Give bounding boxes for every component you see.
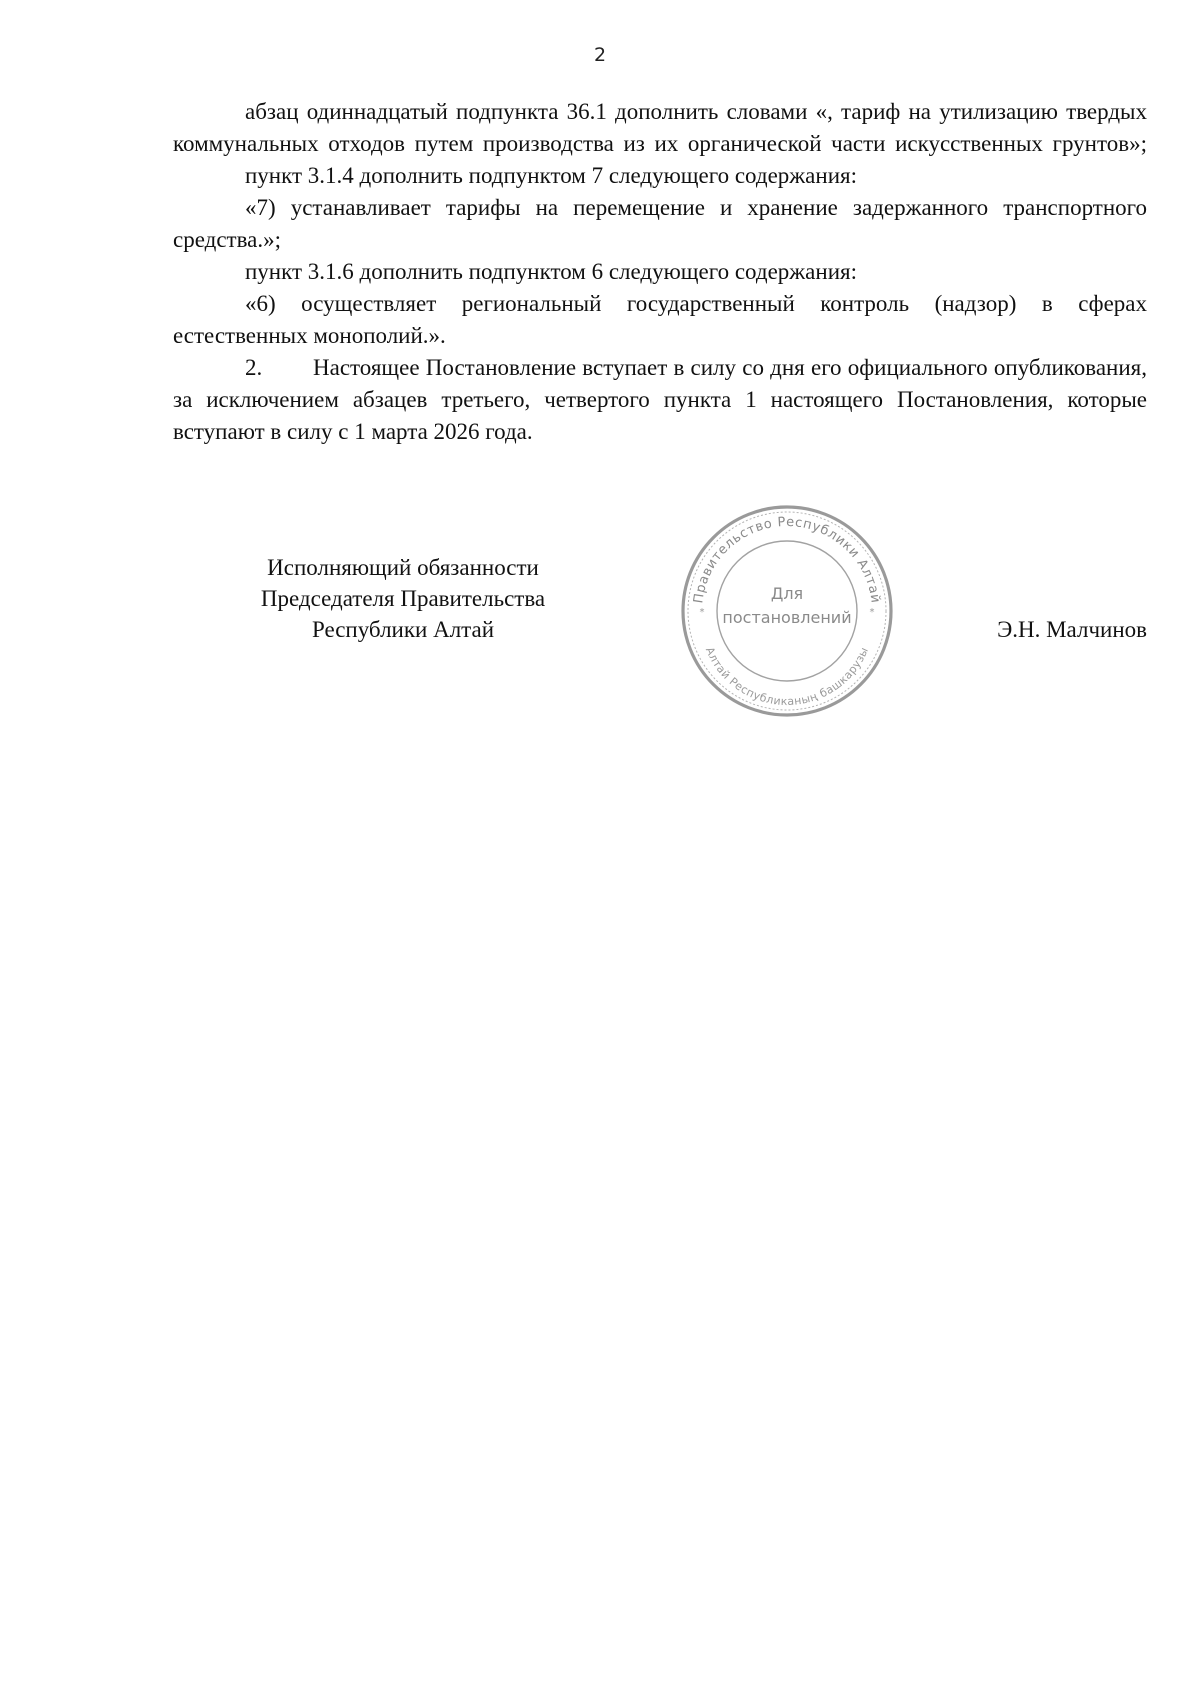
page-number: 2 bbox=[593, 44, 607, 66]
paragraph-text: абзац одиннадцатый подпункта 36.1 дополнить словами «, тариф на утилизацию твердых коммунальных отходов путем производства из их органической части искусственных грунтов»; bbox=[173, 99, 1147, 156]
signatory-position-line: Исполняющий обязанности bbox=[267, 555, 539, 580]
document-body bbox=[173, 96, 1147, 448]
signatory-position-line: Председателя Правительства bbox=[260, 586, 546, 611]
paragraph-text: «7) устанавливает тарифы на перемещение и хранение задержанного транспортного средства.»; bbox=[173, 195, 1147, 252]
seal-star-right: * bbox=[869, 607, 875, 618]
signatory-name: Э.Н. Малчинов bbox=[997, 617, 1147, 642]
seal-outer-text-top-path: Правительство Республики Алтай bbox=[691, 514, 883, 605]
seal-center-line-1: Для bbox=[770, 584, 804, 603]
paragraph-point-3-1-6 bbox=[173, 256, 1147, 288]
signature-block bbox=[173, 514, 1147, 730]
paragraph-subpoint-6 bbox=[173, 288, 1147, 352]
seal-outer-text-bottom-path: Алтай Республиканың башкарузы bbox=[702, 645, 872, 709]
paragraph-text: «6) осуществляет региональный государственный контроль (надзор) в сферах естественных монополий.». bbox=[173, 291, 1147, 348]
paragraph-number: 2. bbox=[245, 355, 263, 380]
paragraph-item-2 bbox=[173, 352, 1147, 448]
paragraph-text: пункт 3.1.6 дополнить подпунктом 6 следующего содержания: bbox=[245, 259, 857, 284]
seal-star-left: * bbox=[699, 607, 705, 618]
signatory-position-line: Республики Алтай bbox=[311, 617, 495, 642]
paragraph-subpoint-7 bbox=[173, 192, 1147, 256]
official-seal bbox=[678, 502, 896, 720]
signatory-position bbox=[243, 552, 563, 645]
paragraph-text: пункт 3.1.4 дополнить подпунктом 7 следующего содержания: bbox=[245, 163, 857, 188]
seal-graphic bbox=[678, 502, 896, 720]
seal-center-line-2: постановлений bbox=[722, 608, 852, 627]
paragraph-text: Настоящее Постановление вступает в силу со дня его официального опубликования, за исключением абзацев третьего, четвертого пункта 1 настоящего Постановления, которые вступают в силу с 1 марта 2026 года. bbox=[173, 355, 1147, 444]
paragraph-amendment-36-1 bbox=[173, 96, 1147, 160]
paragraph-point-3-1-4 bbox=[173, 160, 1147, 192]
